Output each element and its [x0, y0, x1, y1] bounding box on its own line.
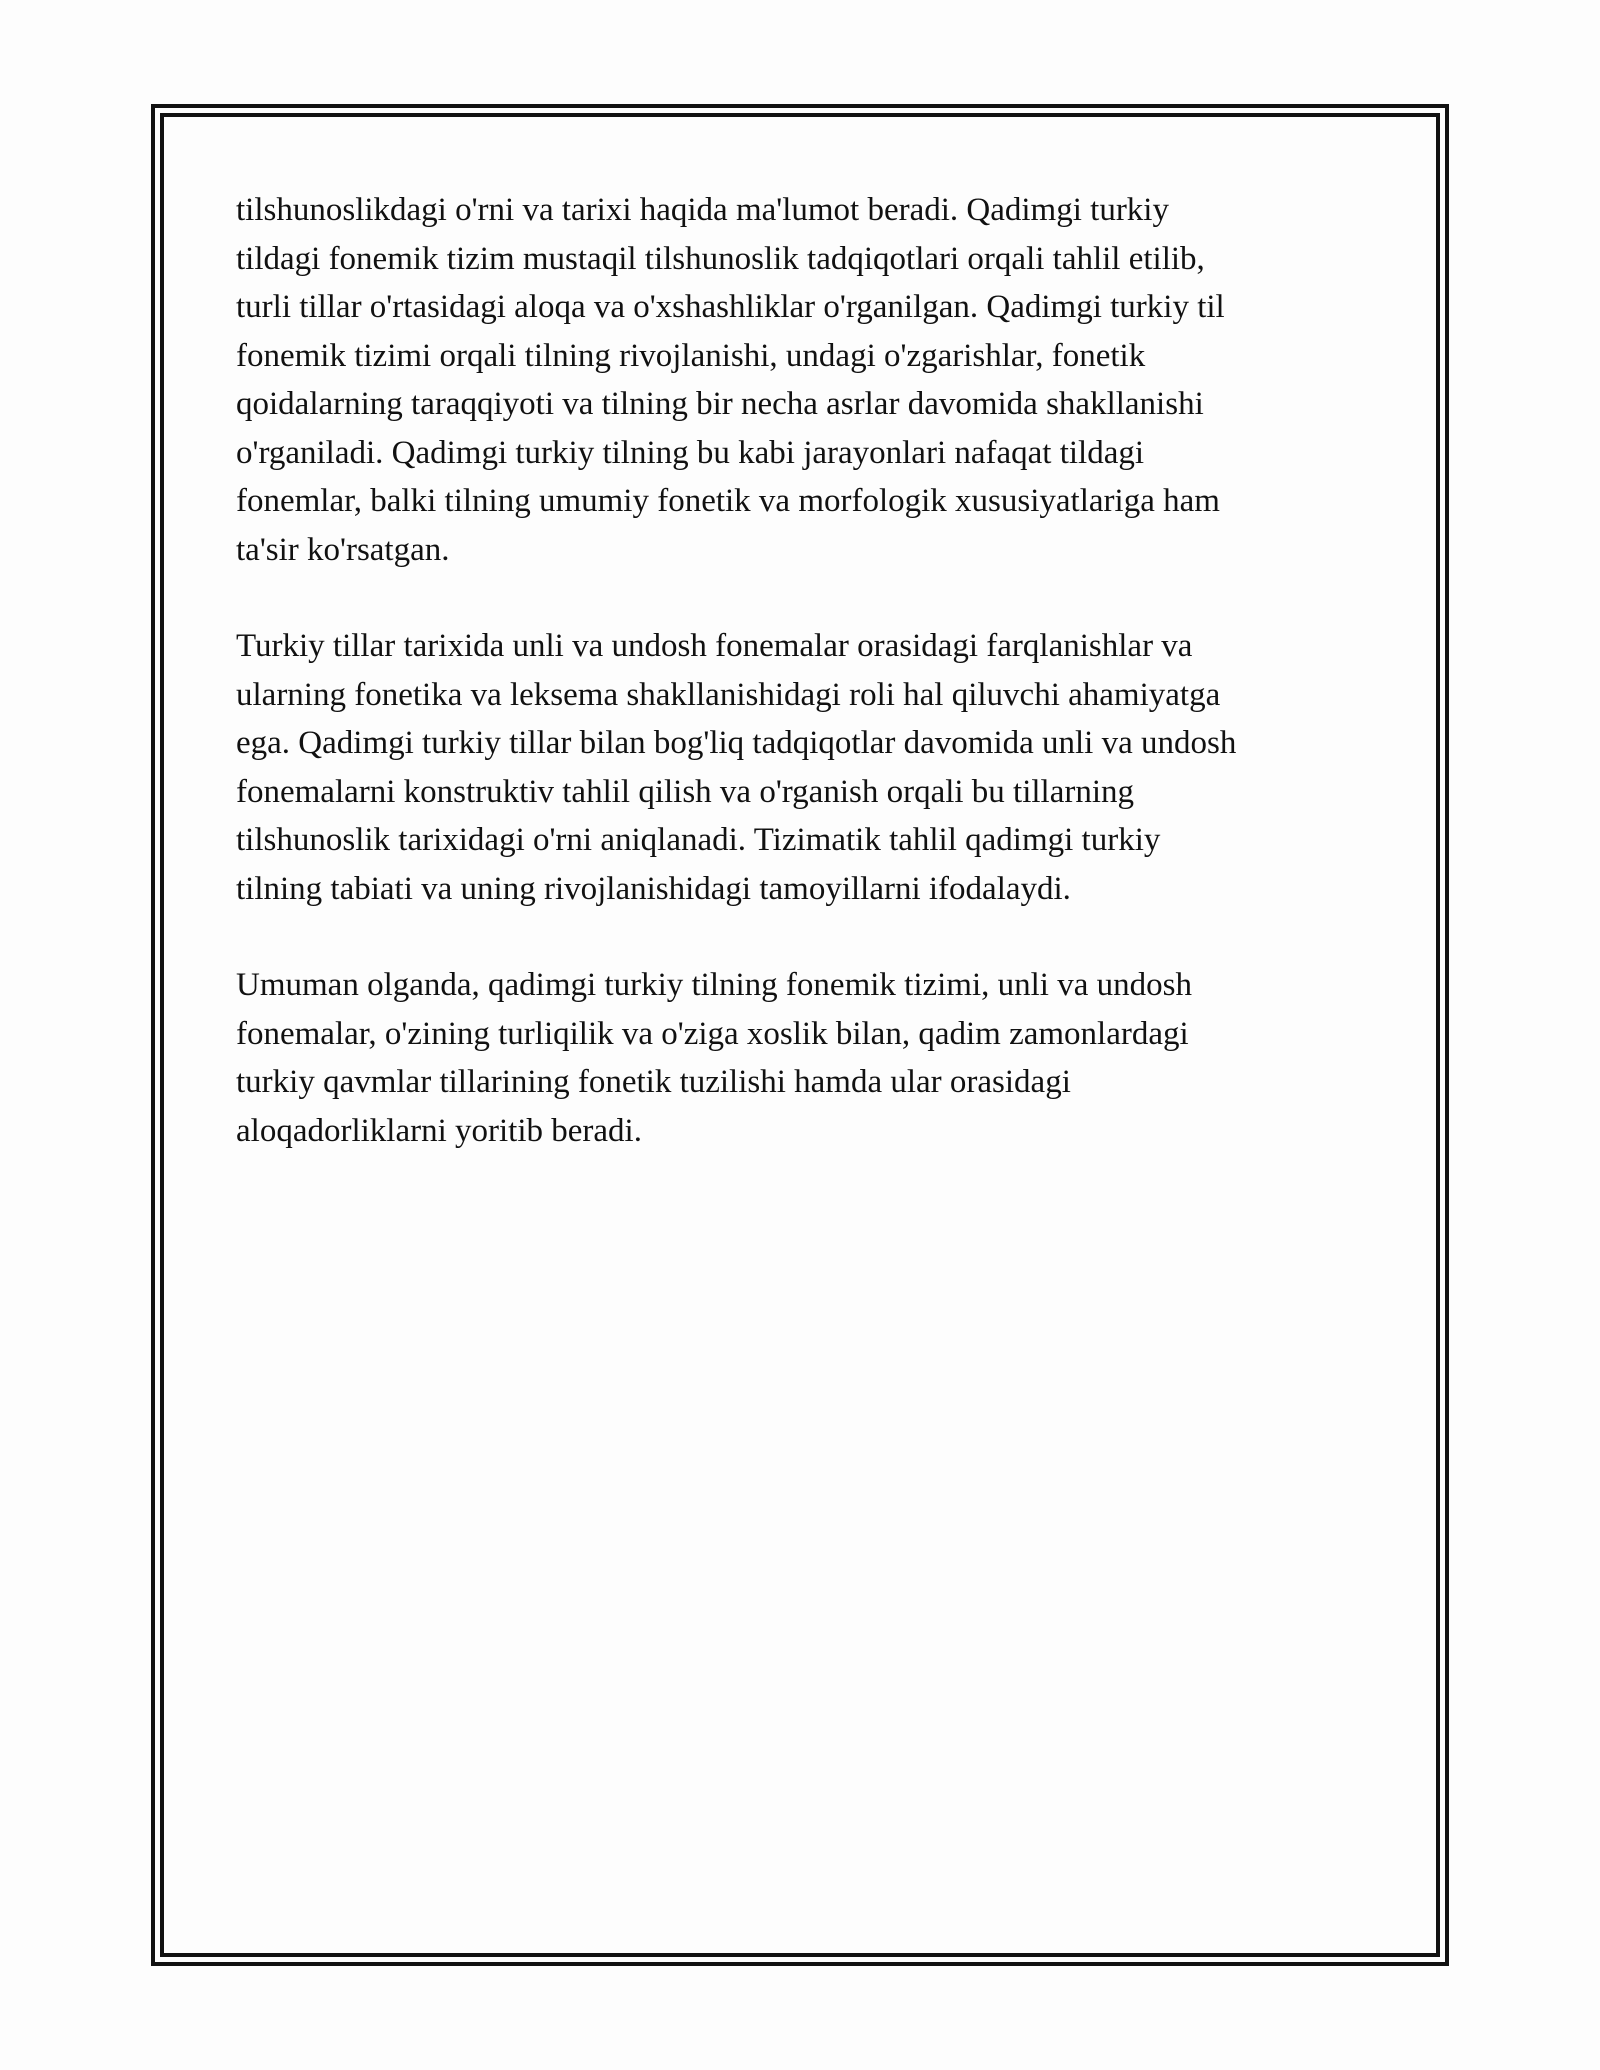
- text-line: turli tillar o'rtasidagi aloqa va o'xshashliklar o'rganilgan. Qadimgi turkiy til: [236, 289, 1225, 325]
- text-line: Turkiy tillar tarixida unli va undosh fonemalar orasidagi farqlanishlar va: [236, 628, 1193, 664]
- text-line: o'rganiladi. Qadimgi turkiy tilning bu kabi jarayonlari nafaqat tildagi: [236, 434, 1145, 471]
- paragraph-2: [236, 622, 1366, 913]
- text-line: tilning tabiati va uning rivojlanishidagi tamoyillarni ifodalaydi.: [236, 870, 1071, 907]
- text-line: Umuman olganda, qadimgi turkiy tilning fonemik tizimi, unli va undosh: [236, 967, 1192, 1003]
- text-line: fonemlar, balki tilning umumiy fonetik va morfologik xususiyatlariga ham: [236, 483, 1220, 519]
- text-line: fonemalarni konstruktiv tahlil qilish va o'rganish orqali bu tillarning: [236, 773, 1135, 810]
- text-line: tildagi fonemik tizim mustaqil tilshunoslik tadqiqotlari orqali tahlil etilib,: [236, 240, 1205, 277]
- text-line: ta'sir ko'rsatgan.: [236, 531, 450, 568]
- paragraph-3: [236, 961, 1366, 1155]
- text-line: ega. Qadimgi turkiy tillar bilan bog'liq tadqiqotlar davomida unli va undosh: [236, 725, 1237, 761]
- text-line: qoidalarning taraqqiyoti va tilning bir necha asrlar davomida shakllanishi: [236, 386, 1204, 422]
- text-line: tilshunoslikdagi o'rni va tarixi haqida ma'lumot beradi. Qadimgi turkiy: [236, 192, 1169, 228]
- paragraph-1: [236, 186, 1366, 574]
- document-body: [236, 186, 1366, 1203]
- text-line: fonemik tizimi orqali tilning rivojlanishi, undagi o'zgarishlar, fonetik: [236, 337, 1146, 374]
- text-line: aloqadorliklarni yoritib beradi.: [236, 1112, 642, 1149]
- text-line: fonemalar, o'zining turliqilik va o'ziga xoslik bilan, qadim zamonlardagi: [236, 1015, 1189, 1052]
- text-line: turkiy qavmlar tillarining fonetik tuzilishi hamda ular orasidagi: [236, 1064, 1071, 1100]
- text-line: ularning fonetika va leksema shakllanishidagi roli hal qiluvchi ahamiyatga: [236, 676, 1221, 713]
- text-line: tilshunoslik tarixidagi o'rni aniqlanadi. Tizimatik tahlil qadimgi turkiy: [236, 822, 1161, 858]
